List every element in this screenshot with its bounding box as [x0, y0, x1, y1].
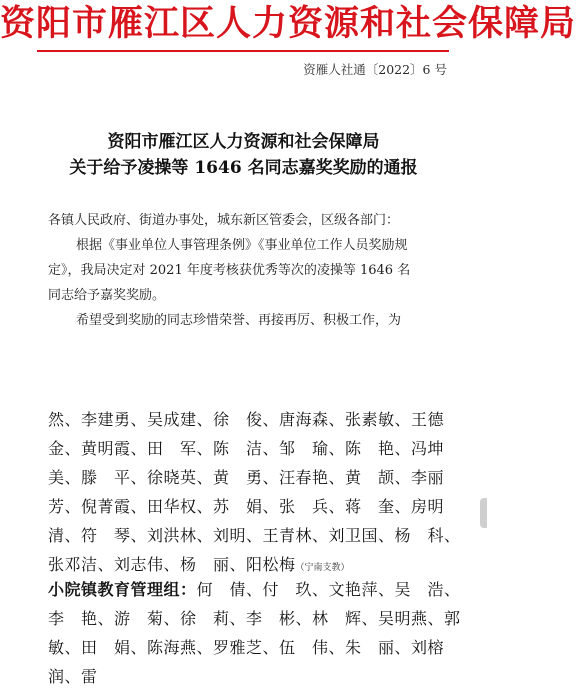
paragraph-1: 根据《事业单位人事管理条例》《事业单位工作人员奖励规定》，我局决定对 2021 年度考核获优秀等次的凌操等 1646 名同志给予嘉奖奖励。 — [48, 238, 411, 303]
document-number: 资雁人社通〔2022〕6 号 — [303, 62, 447, 77]
salutation: 各镇人民政府、街道办事处，城东新区管委会，区级各部门： — [48, 213, 400, 228]
awardee-note: （宁南支教） — [295, 563, 350, 573]
paragraph-2: 希望受到奖励的同志珍惜荣誉、再接再厉、积极工作，为 — [76, 313, 402, 328]
masthead-title: 资阳市雁江区人力资源和社会保障局 — [0, 4, 576, 44]
section-names: 何 倩、付 玖、文艳萍、吴 浩、李 艳、游 菊、徐 莉、李 彬、林 辉、吴明燕、郭敏、田 娟、陈海燕、罗雅芝、伍 伟、朱 丽、刘榕润、雷 — [48, 580, 461, 686]
scroll-handle[interactable] — [480, 498, 487, 528]
awardee-names: 然、李建勇、吴成建、徐 俊、唐海森、张素敏、王德金、黄明霞、田 军、陈 洁、邹 瑜、陈 艳、冯坤美、滕 平、徐晓英、黄 勇、汪春艳、黄 颉、李丽芳、倪菁霞、田华权、苏 娟、张 兵、蒋 奎、房明清、符 琴、刘洪林、刘明、王青林、刘卫国、杨 科、张邓洁、刘志伟、杨 丽、阳松梅 — [48, 410, 461, 574]
awardee-names-block — [48, 405, 468, 583]
awardee-names-section — [48, 575, 468, 691]
notice-title-line-1: 资阳市雁江区人力资源和社会保障局 — [107, 132, 380, 152]
section-heading: 小院镇教育管理组： — [48, 580, 197, 599]
masthead-red-rule — [37, 50, 449, 52]
notice-title-line-2: 关于给予凌操等 1646 名同志嘉奖奖励的通报 — [69, 158, 418, 178]
